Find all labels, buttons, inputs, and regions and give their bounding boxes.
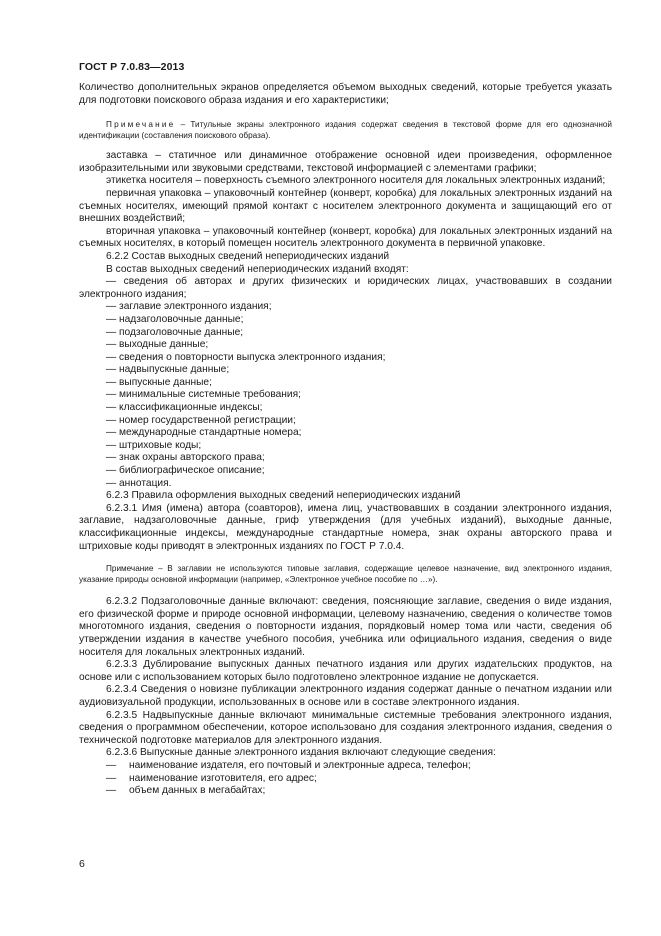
note-1 (79, 119, 612, 141)
list-item-text: наименование изготовителя, его адрес; (129, 772, 317, 784)
list-item: — международные стандартные номера; (106, 427, 302, 439)
definition-primary-package: первичная упаковка – упаковочный контейнер (конверт, коробка) для локальных электронных изданий на съемных носителях, имеющий прямой контакт с носителем электронного документа и защищающий его от внешних воздействий; (79, 187, 612, 225)
list-item: — аннотация. (106, 477, 172, 489)
list-item: — классификационные индексы; (106, 402, 263, 414)
paragraph-6-2-3-3: 6.2.3.3 Дублирование выпускных данных печатного издания или других издательских продуктов, на основе или с использованием которых было подготовлено электронное издание не допускается. (79, 659, 612, 683)
paragraph-6-2-3-5: 6.2.3.5 Надвыпускные данные включают минимальные системные требования электронного издания, сведения о программном обеспечении, которое использовано для создания электронного издания, сведения о технической подготовке материалов для электронного издания. (79, 709, 612, 746)
list-item (79, 785, 612, 798)
list-item: — заглавие электронного издания; (106, 301, 272, 313)
section-heading-6-2-2: 6.2.2 Состав выходных сведений непериодических изданий (106, 250, 390, 262)
list-item (79, 760, 612, 773)
list-item: — надзаголовочные данные; (106, 313, 244, 325)
list-item: — сведения о повторности выпуска электронного издания; (106, 351, 386, 363)
paragraph-6-2-3-4: 6.2.3.4 Сведения о новизне публикации электронного издания содержат данные о печатном издании или аудиовизуальной продукции, использованных в основе или в составе электронного издания. (79, 684, 612, 708)
note-1-label: Примечание (106, 120, 176, 130)
paragraph-6-2-3-2: 6.2.3.2 Подзаголовочные данные включают: сведения, поясняющие заглавие, сведения о виде издания, его физической форме и природе основной информации, целевому назначению, сведения о количестве томов многотомного издания, сведения о повторности издания, порядковый номер тома или части, сведения об утверждении издания в качестве учебного пособия, учебника или официального издания, сведения о виде носителя для локальных электронных изданий. (79, 596, 612, 658)
definition-screensaver: заставка – статичное или динамичное отображение основной идеи произведения, оформленное изобразительными или звуковыми средствами, текстовой информацией с элементами графики; (79, 150, 612, 174)
list-item-text: объем данных в мегабайтах; (129, 785, 266, 797)
list-item: — надвыпускные данные; (106, 364, 230, 376)
section-6-2-2-lead: В состав выходных сведений непериодических изданий входят: (106, 263, 409, 275)
page-number: 6 (79, 858, 85, 870)
list-item: — сведения об авторах и других физических и юридических лицах, участвовавших в создании электронного издания; (79, 276, 612, 300)
list-item: — выходные данные; (106, 339, 209, 351)
intro-paragraph: Количество дополнительных экранов определяется объемом выходных сведений, которые требуется указать для подготовки поискового образа издания и его характеристики; (79, 82, 612, 106)
definition-secondary-package: вторичная упаковка – упаковочный контейнер (конверт, коробка) для локальных электронных изданий на съемных носителях, в который помещен носитель электронного документа в первичной упаковке. (79, 225, 612, 250)
list-item: — выпускные данные; (106, 376, 212, 388)
list-item: — подзаголовочные данные; (106, 326, 244, 338)
list-item (79, 773, 612, 786)
list-item-text: наименование издателя, его почтовый и электронные адреса, телефон; (129, 759, 471, 771)
note-2: Примечание – В заглавии не используются типовые заглавия, содержащие целевое назначение, вид электронного издания, указание природы основной информации (например, «Электронное учебное пособие по …»). (79, 564, 612, 585)
paragraph-6-2-3-1: 6.2.3.1 Имя (имена) автора (соавторов), имена лиц, участвовавших в создании электронного издания, заглавие, надзаголовочные данные, гриф утверждения (для учебных изданий), выходные данные, классификационные индексы, международные стандартные номера, знак охраны авторского права и штриховые коды приводят в электронных изданиях по ГОСТ Р 7.0.4. (79, 502, 612, 552)
paragraph-6-2-3-6: 6.2.3.6 Выпускные данные электронного издания включают следующие сведения: (106, 747, 496, 759)
document-header: ГОСТ Р 7.0.83—2013 (79, 61, 185, 73)
document-body (79, 82, 612, 798)
list-item: — штриховые коды; (106, 439, 202, 451)
note-1-text: – Титульные экраны электронного издания содержат сведения в текстовой форме для его однозначной идентификации (составления поискового образа). (79, 120, 612, 141)
section-heading-6-2-3: 6.2.3 Правила оформления выходных сведений непериодических изданий (106, 490, 461, 502)
definition-media-label: этикетка носителя – поверхность съемного электронного носителя для локальных электронных изданий; (106, 175, 606, 187)
list-item: — номер государственной регистрации; (106, 414, 296, 426)
list-item: — библиографическое описание; (106, 465, 265, 477)
list-item: — знак охраны авторского права; (106, 452, 265, 464)
list-item: — минимальные системные требования; (106, 389, 301, 401)
list-dash: — (106, 772, 117, 784)
list-dash: — (106, 785, 117, 797)
list-dash: — (106, 759, 117, 771)
